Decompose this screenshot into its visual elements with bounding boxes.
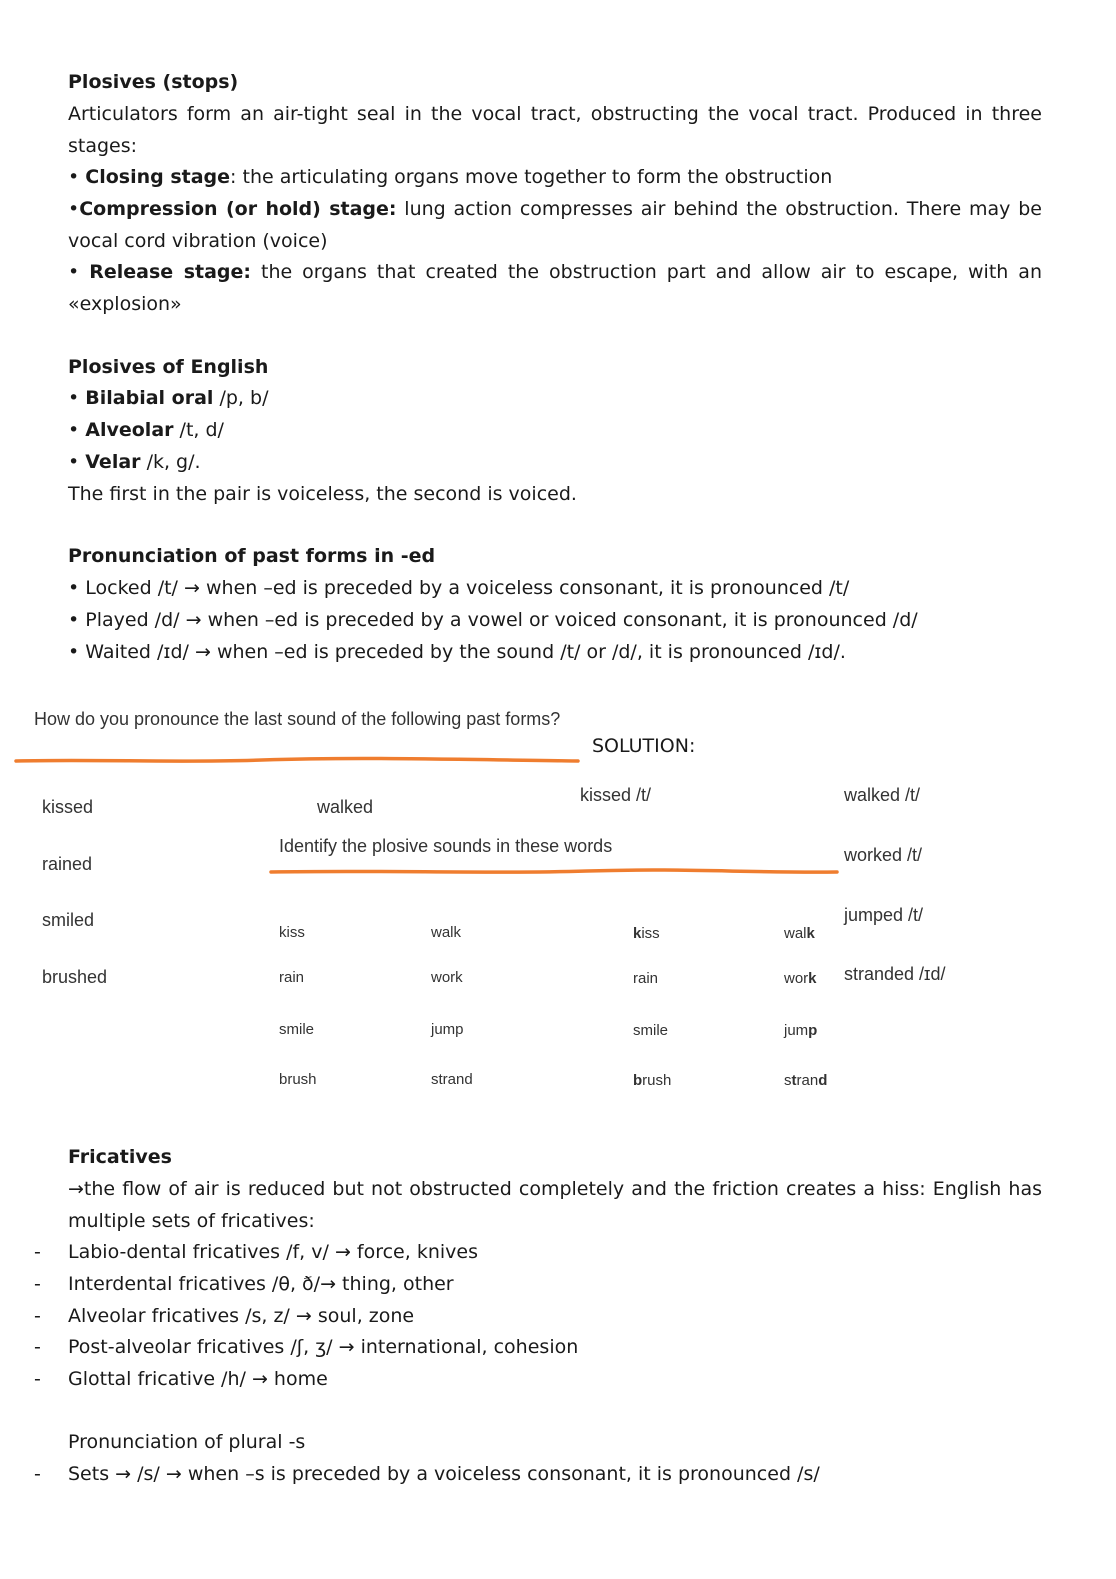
exercise2-word: walk — [431, 924, 462, 941]
plosive-symbols: /t, d/ — [173, 419, 224, 441]
plosive-item-velar — [68, 446, 1042, 478]
arrow-right-icon: → — [185, 609, 202, 631]
past-rule: when –ed is preceded by the sound /t/ or /d/, it is pronounced /ɪd/. — [216, 641, 846, 663]
exercise1-word: kissed — [42, 797, 94, 817]
plosive-item-alveolar — [68, 414, 1042, 446]
exercise2-solution: brush — [633, 1072, 672, 1089]
arrow-right-icon: → — [194, 641, 211, 663]
list-dash: - — [34, 1463, 41, 1485]
arrow-right-icon: → — [68, 1178, 84, 1200]
bullet: • — [68, 387, 80, 409]
exercise2-question: Identify the plosive sounds in these words — [279, 836, 613, 856]
plosive-voicing-note: The first in the pair is voiceless, the second is voiced. — [68, 483, 577, 505]
arrow-right-icon: → — [251, 1368, 268, 1390]
exercise1-word: walked — [317, 797, 374, 817]
plosive-term: Velar — [85, 451, 141, 473]
stage-term: Release stage: — [89, 261, 252, 283]
plosives-heading: Plosives (stops) — [68, 71, 239, 93]
solution-label: SOLUTION: — [592, 735, 696, 757]
stage-text: the articulating organs move together to form the obstruction — [236, 166, 833, 188]
exercise2-underline — [267, 864, 841, 880]
solution-item: worked /t/ — [844, 845, 923, 865]
arrow-right-icon: → — [334, 1241, 351, 1263]
stage-text: lung action compresses air behind the obstruction. There may be vocal cord vibration (voice) — [68, 198, 1042, 252]
list-dash: - — [34, 1368, 41, 1390]
fricatives-heading: Fricatives — [68, 1146, 172, 1168]
exercise2-solution: rain — [633, 970, 659, 987]
past-rule: when –ed is preceded by a vowel or voiced consonant, it is pronounced /d/ — [207, 609, 918, 631]
exercise2-word: jump — [431, 1021, 464, 1038]
fricative-item: Labio-dental fricatives /f, v/ → force, knives — [68, 1241, 478, 1263]
bullet: • — [68, 641, 80, 663]
bullet: • — [68, 609, 80, 631]
arrow-right-icon: → — [184, 577, 200, 599]
plosives-intro: Articulators form an air-tight seal in the vocal tract, obstructing the vocal tract. Produced in three stages: — [68, 103, 1042, 157]
exercise2-solution: work — [784, 970, 817, 987]
exercise2-word: brush — [279, 1071, 317, 1088]
past-form-waited — [68, 636, 1042, 668]
arrow-right-icon: → — [338, 1336, 355, 1358]
fricatives-intro-text: the flow of air is reduced but not obstructed completely and the friction creates a hiss: English has multiple sets of fricatives: — [68, 1178, 1042, 1232]
exercise2-solution: walk — [784, 925, 815, 942]
exercise1-word: rained — [42, 854, 93, 874]
exercise2-word: work — [431, 969, 463, 986]
stage-compression — [68, 193, 1042, 257]
list-dash: - — [34, 1273, 41, 1295]
stage-term: Compression (or hold) stage: — [79, 198, 397, 220]
exercise1-question: How do you pronounce the last sound of the following past forms? — [34, 709, 561, 729]
plosive-symbols: /k, g/. — [140, 451, 201, 473]
exercise2-word: smile — [279, 1021, 315, 1038]
arrow-right-icon: → — [165, 1463, 182, 1485]
plosive-term: Alveolar — [85, 419, 174, 441]
past-forms-heading: Pronunciation of past forms in -ed — [68, 545, 436, 567]
exercise2-solution: smile — [633, 1022, 669, 1039]
plosives-english-heading: Plosives of English — [68, 356, 269, 378]
plural-heading: Pronunciation of plural -s — [68, 1431, 306, 1453]
fricative-item: Glottal fricative /h/ → home — [68, 1368, 328, 1390]
arrow-right-icon: → — [115, 1463, 132, 1485]
exercise2-word: strand — [431, 1071, 473, 1088]
exercise2-word: rain — [279, 969, 305, 986]
list-dash: - — [34, 1336, 41, 1358]
exercise2-solution: strand — [784, 1072, 828, 1089]
bullet: • — [68, 419, 80, 441]
exercise1-word: smiled — [42, 910, 95, 930]
plosive-item-bilabial — [68, 382, 1042, 414]
past-word: Played /d/ — [85, 609, 180, 631]
fricatives-intro — [68, 1173, 1042, 1237]
bullet: • — [68, 451, 80, 473]
list-dash: - — [34, 1241, 41, 1263]
stage-term: Closing stage — [85, 166, 231, 188]
fricative-item: Post-alveolar fricatives /ʃ, ʒ/ → international, cohesion — [68, 1336, 579, 1358]
plosive-symbols: /p, b/ — [213, 387, 269, 409]
exercise2-solution: kiss — [633, 925, 660, 942]
bullet: • — [68, 166, 80, 188]
solution-item: jumped /t/ — [844, 905, 924, 925]
exercise2-solution: jump — [784, 1022, 818, 1039]
past-word: Locked /t/ — [85, 577, 178, 599]
past-rule: when –ed is preceded by a voiceless consonant, it is pronounced /t/ — [205, 577, 850, 599]
stage-text: the organs that created the obstruction part and allow air to escape, with an «explosion» — [68, 261, 1042, 315]
past-word: Waited /ɪd/ — [85, 641, 189, 663]
plural-item: Sets → /s/ → when –s is preceded by a voiceless consonant, it is pronounced /s/ — [68, 1463, 820, 1485]
exercise1-underline — [12, 752, 582, 768]
stage-closing — [68, 161, 1042, 193]
arrow-right-icon: → — [320, 1273, 336, 1295]
past-form-locked — [68, 572, 1042, 604]
stage-release — [68, 256, 1042, 320]
solution-item: kissed /t/ — [580, 785, 652, 805]
fricative-item: Interdental fricatives /θ, ð/→ thing, other — [68, 1273, 454, 1295]
solution-item: walked /t/ — [844, 785, 921, 805]
plosive-term: Bilabial oral — [85, 387, 214, 409]
past-form-played — [68, 604, 1042, 636]
arrow-right-icon: → — [295, 1305, 312, 1327]
bullet: • — [68, 577, 80, 599]
bullet: • — [68, 261, 80, 283]
bullet: • — [68, 198, 80, 220]
exercise2-word: kiss — [279, 924, 305, 941]
stage-sep: : — [230, 166, 237, 188]
list-dash: - — [34, 1305, 41, 1327]
solution-item: stranded /ɪd/ — [844, 964, 946, 984]
exercise1-word: brushed — [42, 967, 108, 987]
fricative-item: Alveolar fricatives /s, z/ → soul, zone — [68, 1305, 415, 1327]
